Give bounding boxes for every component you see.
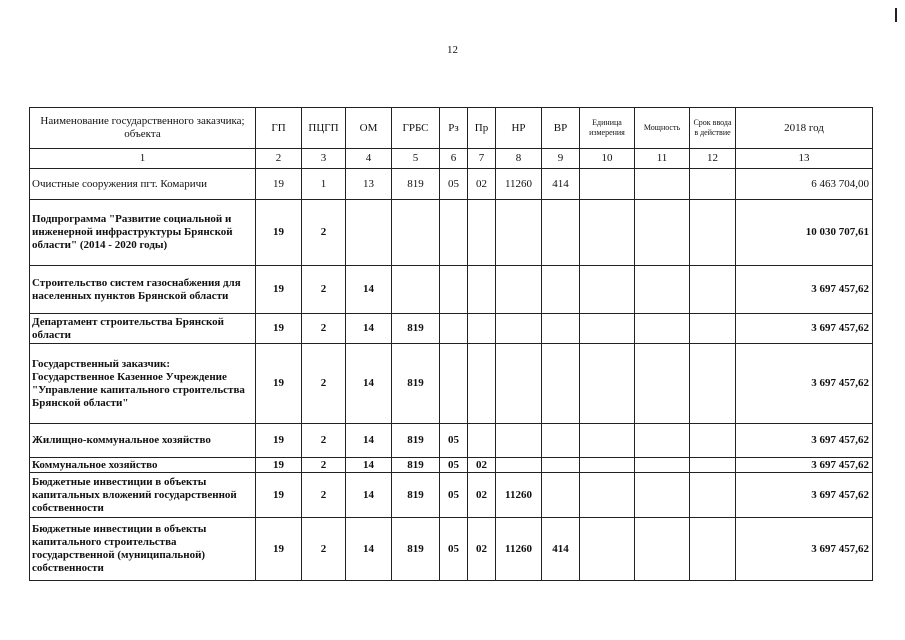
header-nr: НР xyxy=(496,108,542,149)
row-power xyxy=(635,169,690,200)
row-vr xyxy=(542,344,580,424)
row-om: 14 xyxy=(346,344,392,424)
table-row xyxy=(30,169,873,200)
row-unit xyxy=(580,458,635,473)
row-term xyxy=(690,200,736,266)
row-unit xyxy=(580,518,635,581)
row-vr xyxy=(542,424,580,458)
row-unit xyxy=(580,200,635,266)
column-number: 1 xyxy=(30,149,256,169)
row-pcgp: 2 xyxy=(302,518,346,581)
row-rz: 05 xyxy=(440,458,468,473)
row-amount: 3 697 457,62 xyxy=(736,424,873,458)
row-vr xyxy=(542,458,580,473)
row-pcgp: 2 xyxy=(302,266,346,314)
row-term xyxy=(690,458,736,473)
row-nr xyxy=(496,344,542,424)
row-power xyxy=(635,314,690,344)
row-grbs: 819 xyxy=(392,344,440,424)
header-rz: Рз xyxy=(440,108,468,149)
column-number: 9 xyxy=(542,149,580,169)
row-grbs: 819 xyxy=(392,169,440,200)
table-row xyxy=(30,266,873,314)
row-gp: 19 xyxy=(256,314,302,344)
row-nr: 11260 xyxy=(496,169,542,200)
column-number: 3 xyxy=(302,149,346,169)
column-number: 2 xyxy=(256,149,302,169)
row-rz: 05 xyxy=(440,518,468,581)
column-number: 13 xyxy=(736,149,873,169)
row-power xyxy=(635,266,690,314)
row-amount: 3 697 457,62 xyxy=(736,518,873,581)
table-row xyxy=(30,424,873,458)
row-grbs: 819 xyxy=(392,424,440,458)
row-vr xyxy=(542,314,580,344)
page-number: 12 xyxy=(447,44,458,56)
table-header-row xyxy=(30,108,873,149)
row-gp: 19 xyxy=(256,344,302,424)
row-name: Департамент строительства Брянской области xyxy=(30,314,256,344)
row-nr xyxy=(496,458,542,473)
row-om xyxy=(346,200,392,266)
scan-edge-mark xyxy=(895,8,897,22)
row-pcgp: 2 xyxy=(302,424,346,458)
row-nr: 11260 xyxy=(496,473,542,518)
row-unit xyxy=(580,424,635,458)
row-name: Строительство систем газоснабжения для населенных пунктов Брянской области xyxy=(30,266,256,314)
row-om: 14 xyxy=(346,473,392,518)
row-om: 14 xyxy=(346,266,392,314)
row-amount: 3 697 457,62 xyxy=(736,344,873,424)
row-nr: 11260 xyxy=(496,518,542,581)
row-gp: 19 xyxy=(256,424,302,458)
column-number: 7 xyxy=(468,149,496,169)
row-term xyxy=(690,518,736,581)
row-grbs: 819 xyxy=(392,518,440,581)
header-vr: ВР xyxy=(542,108,580,149)
row-name: Жилищно-коммунальное хозяйство xyxy=(30,424,256,458)
row-gp: 19 xyxy=(256,518,302,581)
row-term xyxy=(690,266,736,314)
row-pr: 02 xyxy=(468,169,496,200)
row-gp: 19 xyxy=(256,473,302,518)
row-om: 14 xyxy=(346,518,392,581)
column-number: 6 xyxy=(440,149,468,169)
table-row xyxy=(30,458,873,473)
row-power xyxy=(635,344,690,424)
row-rz: 05 xyxy=(440,473,468,518)
row-pr xyxy=(468,424,496,458)
row-rz xyxy=(440,266,468,314)
row-power xyxy=(635,518,690,581)
row-pcgp: 2 xyxy=(302,344,346,424)
header-gp: ГП xyxy=(256,108,302,149)
row-gp: 19 xyxy=(256,458,302,473)
row-pcgp: 2 xyxy=(302,473,346,518)
column-number-row xyxy=(30,149,873,169)
row-pcgp: 2 xyxy=(302,200,346,266)
row-gp: 19 xyxy=(256,266,302,314)
row-unit xyxy=(580,473,635,518)
row-term xyxy=(690,344,736,424)
row-amount: 3 697 457,62 xyxy=(736,314,873,344)
row-term xyxy=(690,169,736,200)
row-term xyxy=(690,314,736,344)
row-om: 13 xyxy=(346,169,392,200)
header-pr: Пр xyxy=(468,108,496,149)
row-pr xyxy=(468,200,496,266)
column-number: 10 xyxy=(580,149,635,169)
row-unit xyxy=(580,314,635,344)
row-power xyxy=(635,458,690,473)
row-pr xyxy=(468,314,496,344)
row-gp: 19 xyxy=(256,169,302,200)
row-name: Коммунальное хозяйство xyxy=(30,458,256,473)
row-gp: 19 xyxy=(256,200,302,266)
column-number: 8 xyxy=(496,149,542,169)
row-nr xyxy=(496,314,542,344)
row-grbs: 819 xyxy=(392,473,440,518)
row-om: 14 xyxy=(346,424,392,458)
row-pr xyxy=(468,266,496,314)
row-vr xyxy=(542,473,580,518)
row-om: 14 xyxy=(346,314,392,344)
header-om: ОМ xyxy=(346,108,392,149)
table-row xyxy=(30,314,873,344)
row-power xyxy=(635,424,690,458)
row-pcgp: 1 xyxy=(302,169,346,200)
row-vr xyxy=(542,266,580,314)
column-number: 12 xyxy=(690,149,736,169)
row-nr xyxy=(496,424,542,458)
row-pcgp: 2 xyxy=(302,314,346,344)
row-unit xyxy=(580,266,635,314)
row-pr xyxy=(468,344,496,424)
column-number: 5 xyxy=(392,149,440,169)
row-rz: 05 xyxy=(440,424,468,458)
row-grbs: 819 xyxy=(392,458,440,473)
header-unit: Единица измерения xyxy=(580,108,635,149)
header-pcgp: ПЦГП xyxy=(302,108,346,149)
table-row xyxy=(30,344,873,424)
header-name: Наименование государственного заказчика; объекта xyxy=(30,108,256,149)
row-vr: 414 xyxy=(542,518,580,581)
row-om: 14 xyxy=(346,458,392,473)
row-nr xyxy=(496,266,542,314)
column-number: 11 xyxy=(635,149,690,169)
row-name: Государственный заказчик: Государственное Казенное Учреждение "Управление капитального строительства Брянской области" xyxy=(30,344,256,424)
row-pr: 02 xyxy=(468,518,496,581)
row-rz: 05 xyxy=(440,169,468,200)
table-row xyxy=(30,200,873,266)
row-rz xyxy=(440,200,468,266)
row-rz xyxy=(440,344,468,424)
header-year: 2018 год xyxy=(736,108,873,149)
row-nr xyxy=(496,200,542,266)
header-power: Мощность xyxy=(635,108,690,149)
row-amount: 6 463 704,00 xyxy=(736,169,873,200)
column-number: 4 xyxy=(346,149,392,169)
row-vr: 414 xyxy=(542,169,580,200)
row-grbs xyxy=(392,200,440,266)
row-unit xyxy=(580,169,635,200)
row-pcgp: 2 xyxy=(302,458,346,473)
row-term xyxy=(690,424,736,458)
budget-table xyxy=(29,107,873,581)
row-name: Подпрограмма "Развитие социальной и инженерной инфраструктуры Брянской области" (2014 - 2020 годы) xyxy=(30,200,256,266)
row-name: Бюджетные инвестиции в объекты капитального строительства государственной (муниципальной) собственности xyxy=(30,518,256,581)
row-amount: 3 697 457,62 xyxy=(736,473,873,518)
row-term xyxy=(690,473,736,518)
table-row xyxy=(30,473,873,518)
row-grbs: 819 xyxy=(392,314,440,344)
row-vr xyxy=(542,200,580,266)
row-rz xyxy=(440,314,468,344)
row-power xyxy=(635,200,690,266)
row-amount: 3 697 457,62 xyxy=(736,266,873,314)
row-grbs xyxy=(392,266,440,314)
row-amount: 3 697 457,62 xyxy=(736,458,873,473)
row-unit xyxy=(580,344,635,424)
row-power xyxy=(635,473,690,518)
row-pr: 02 xyxy=(468,458,496,473)
row-name: Бюджетные инвестиции в объекты капитальных вложений государственной собственности xyxy=(30,473,256,518)
header-grbs: ГРБС xyxy=(392,108,440,149)
row-pr: 02 xyxy=(468,473,496,518)
row-amount: 10 030 707,61 xyxy=(736,200,873,266)
table-row xyxy=(30,518,873,581)
row-name: Очистные сооружения пгт. Комаричи xyxy=(30,169,256,200)
header-term: Срок ввода в действие xyxy=(690,108,736,149)
